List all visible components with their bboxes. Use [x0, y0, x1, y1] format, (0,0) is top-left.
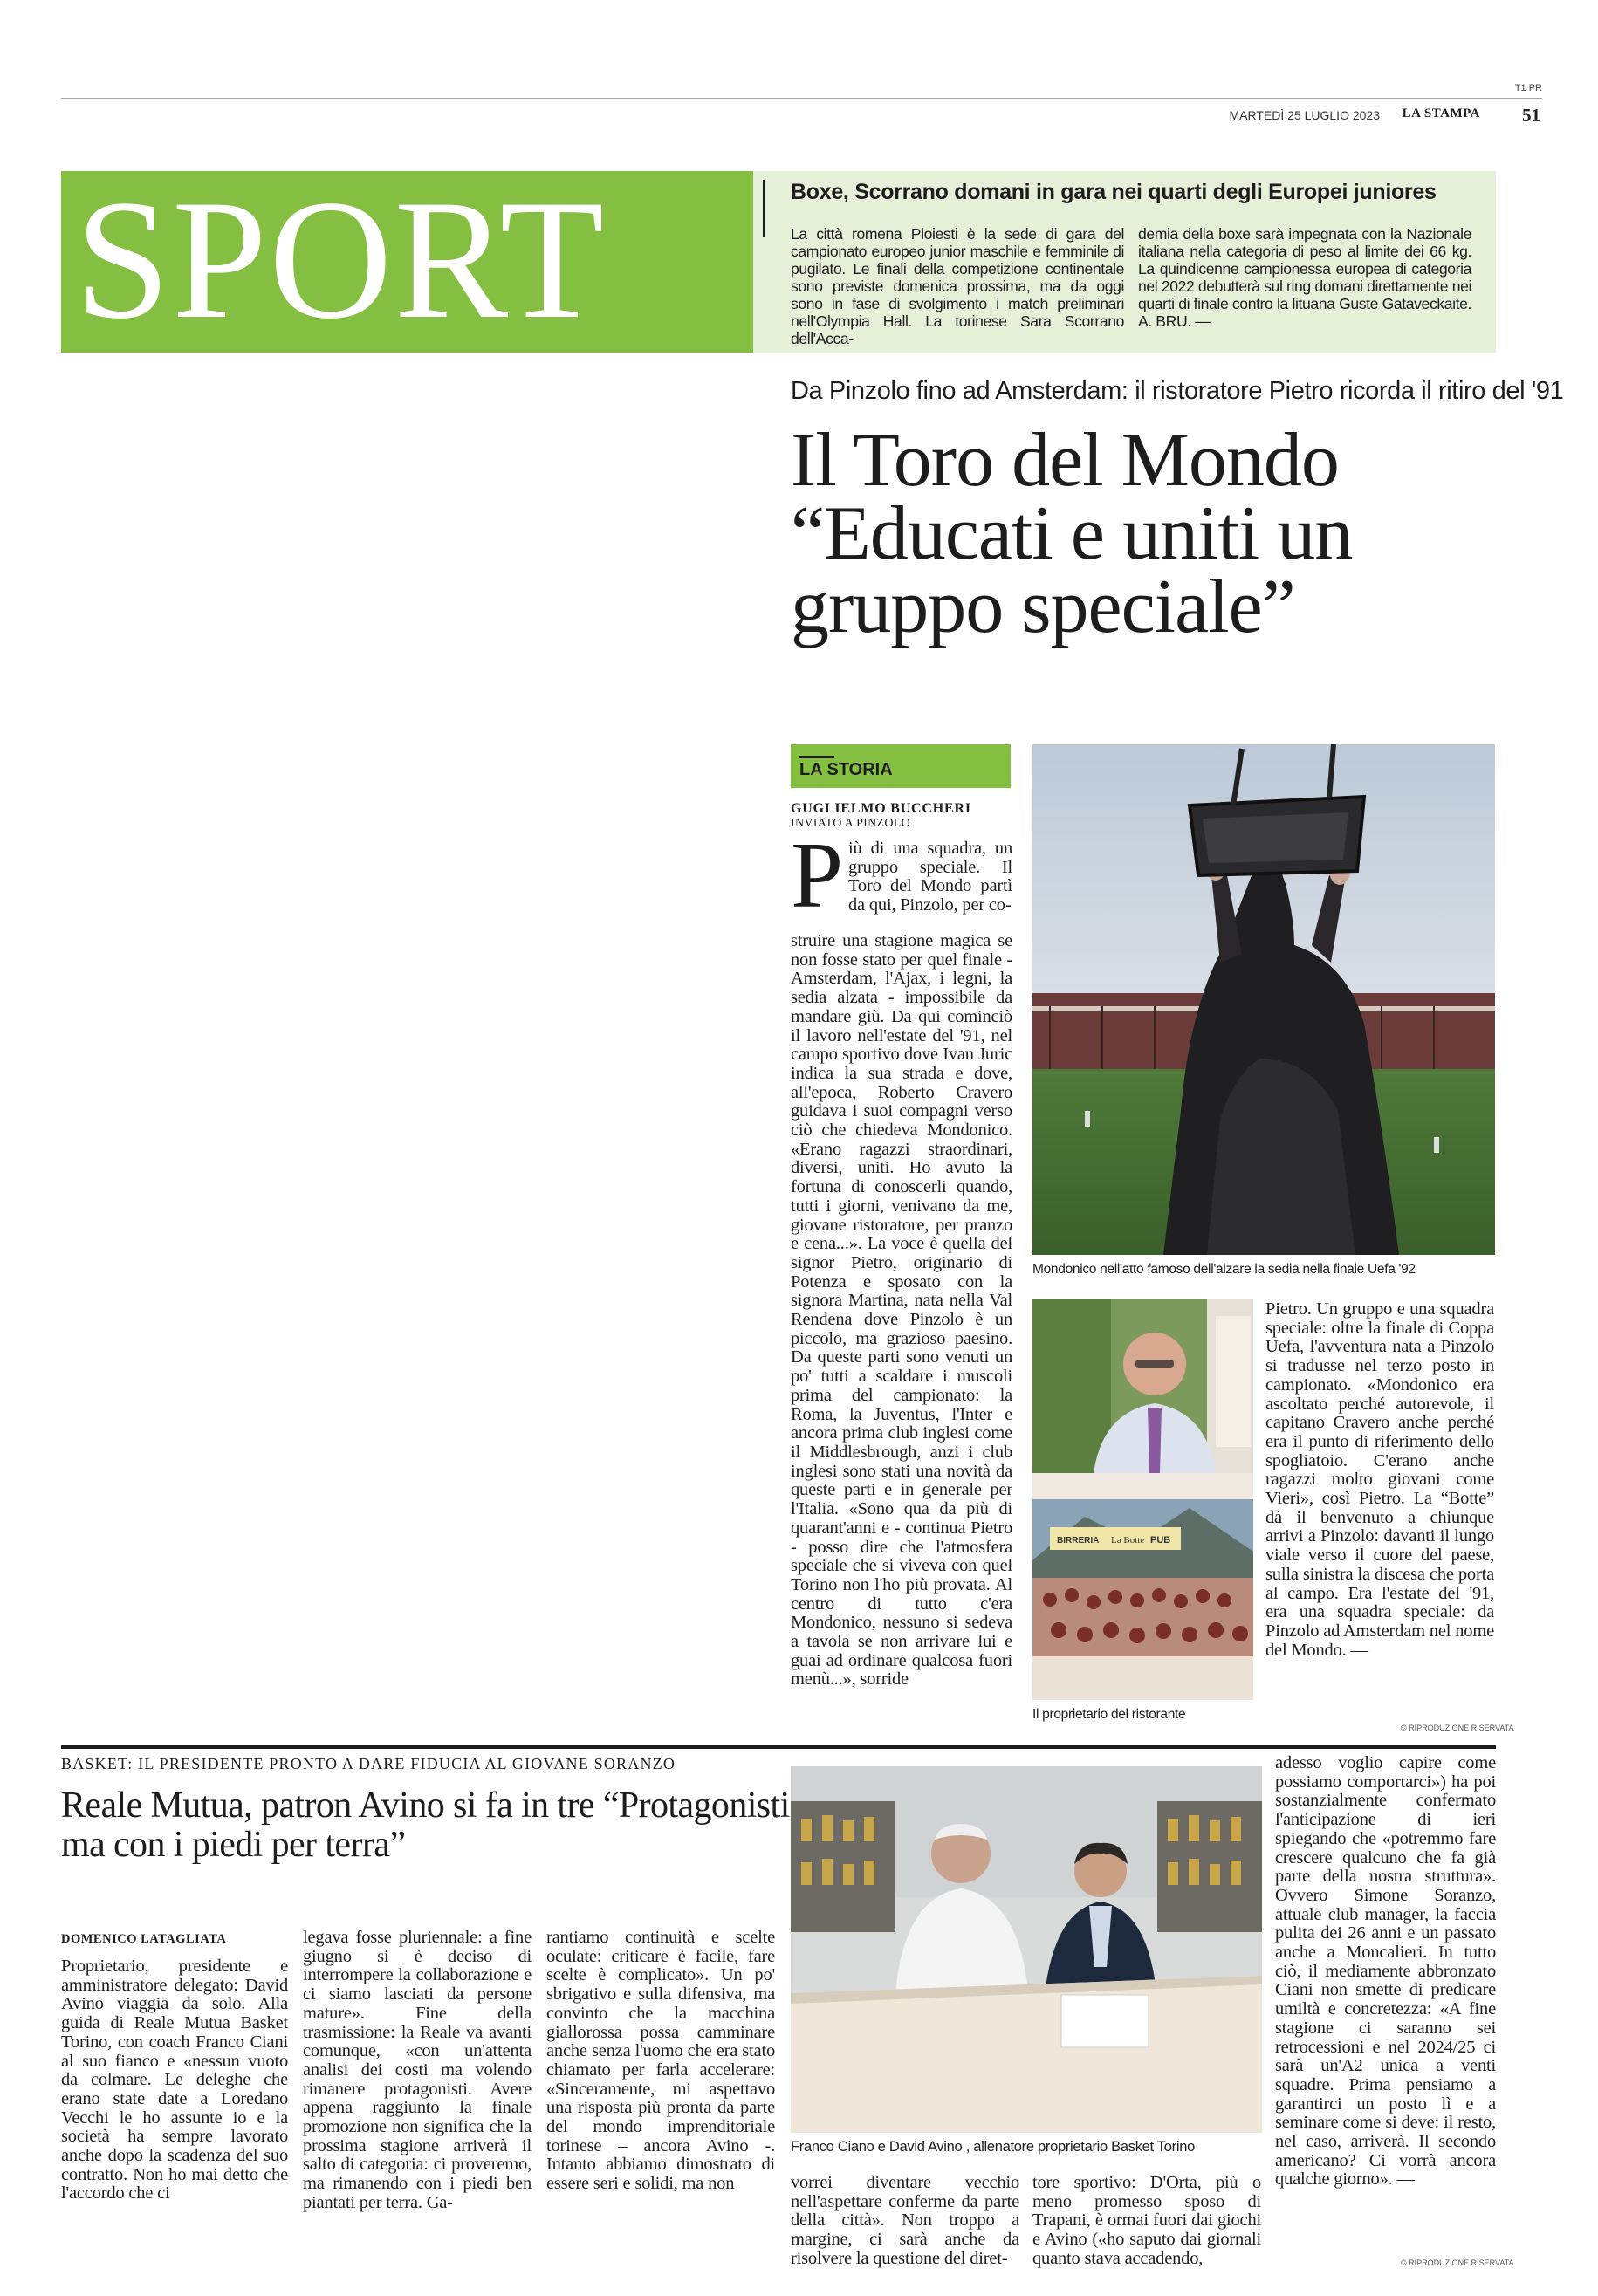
pub-sign-text-3: PUB: [1150, 1535, 1171, 1546]
page-number: 51: [1522, 105, 1540, 126]
article-body-column-2: Pietro. Un gruppo e una squadra speciale: oltre la finale di Coppa Uefa, l'avventura nata a Pinzolo si tradusse nel terzo posto in campionato. «Mondonico era ascoltato perché autorevole, il capitano Cravero anche perché era il punto di riferimento dello spogliatoio. C'erano anche ragazzi molto giovani come Vieri», così Pietro. La “Botte” dà il benvenuto a chiunque arrivi a Pinzolo: davanti il lungo viale verso il cuore del paese, sulla sinistra la discesa che porta al campo. Era l'estate del '91, era una squadra speciale: da Pinzolo ad Amsterdam nel nome del Mondo. —: [1265, 1299, 1494, 1660]
newspaper-brand: LA STAMPA: [1402, 106, 1480, 120]
article-headline: Il Toro del Mondo “Educati e uniti un gruppo speciale”: [791, 418, 1353, 649]
story-tag-dash: [799, 756, 834, 758]
photo-chair-raised: [1032, 744, 1495, 1255]
section-title: SPORT: [75, 165, 607, 354]
basket-body-column-4: vorrei diventare vecchio nell'aspettare conferme da parte della città». Non troppo a margine, ci sarà anche da risolvere la questione del diret-: [791, 2173, 1019, 2268]
photo-basket-owners: [791, 1766, 1262, 2133]
basket-kicker: BASKET: IL PRESIDENTE PRONTO A DARE FIDUCIA AL GIOVANE SORANZO: [61, 1755, 676, 1772]
brief-accent-bar: [763, 180, 765, 237]
basket-body-column-5: tore sportivo: D'Orta, più o meno promesso sposo di Trapani, è ormai fuori dai giochi e Avino («ho saputo dai giornali quanto stava accadendo,: [1032, 2173, 1261, 2268]
drop-cap: P: [791, 824, 844, 928]
basket-headline: Reale Mutua, patron Avino si fa in tre “Protagonisti ma con i piedi per terra”: [61, 1785, 790, 1865]
pub-sign-text-2: La Botte: [1111, 1535, 1145, 1546]
article-author-place: INVIATO A PINZOLO: [791, 817, 911, 830]
basket-body-column-3: rantiamo continuità e scelte oculate: criticare è facile, fare scelte è complicato». Un po' sbrigativo e sulla difensiva, ma convinto che la macchina giallorossa possa camminare anche senza l'uomo che era stato chiamato per farla accelerare: «Sinceramente, mi aspettavo una risposta più pronta da parte del mondo imprenditoriale torinese – ancora Avino -. Intanto abbiamo dimostrato di essere seri e solidi, ma non: [546, 1928, 775, 2194]
basket-body-column-6: adesso voglio capire come possiamo comportarci») ha poi sostanzialmente confermato l'anticipazione di ieri spiegando che «potremmo fare crescere qualcuno che fa già parte della nostra struttura». Ovvero Simone Soranzo, attuale club manager, la faccia pulita dei 26 anni e un passato anche a Moncalieri. In tutto ciò, il mediamente abbronzato Ciani non smette di predicare umiltà e concretezza: «A fine stagione ci saranno sei retrocessioni e nel 2024/25 ci sarà un'A2 unica a venti squadre. Prima pensiamo a garantirci un posto lì e a seminare come si deve: il resto, nel caso, arriverà. Il secondo americano? Ci vorrà ancora qualche giorno». —: [1275, 1753, 1496, 2190]
photo-caption-basket: Franco Ciano e David Avino , allenatore proprietario Basket Torino: [791, 2139, 1195, 2155]
basket-body-column-1: Proprietario, presidente e amministratore delegato: David Avino viaggia da solo. Alla guida di Reale Mutua Basket Torino, con coach Franco Ciani al suo fianco e «nessun vuoto da colmare. Le deleghe che erano state date a Loredano Vecchi le ho assunte io e la società ha sempre lavorato anche dopo la scadenza del suo contratto. Non ho mai detto che l'accordo che ci: [61, 1957, 288, 2203]
pub-sign-text: BIRRERIA: [1057, 1536, 1100, 1546]
article-body-intro: iù di una squadra, un gruppo speciale. Il Toro del Mondo partì da qui, Pinzolo, per co-: [848, 839, 1012, 915]
brief-title: Boxe, Scorrano domani in gara nei quarti degli Europei juniores: [791, 180, 1437, 204]
article-author: GUGLIELMO BUCCHERI: [791, 801, 971, 816]
copyright-notice: © RIPRODUZIONE RISERVATA: [1401, 1724, 1514, 1732]
photo-restaurant-owner: [1032, 1299, 1253, 1700]
article-body-column-1: struire una stagione magica se non fosse stato per quel finale - Amsterdam, l'Ajax, i legni, la sedia alzata - impossibile da mandare giù. Da qui cominciò il lavoro nell'estate del '91, nel campo sportivo dove Ivan Juric indica la sua strada e dove, all'epoca, Roberto Cravero guidava i suoi compagni verso ciò che chiedeva Mondonico. «Erano ragazzi straordinari, diversi, uniti. Ho avuto la fortuna di conoscerli quando, tutti i giorni, venivano da me, giovane ristoratore, per pranzo e cena...». La voce è quella del signor Pietro, originario di Potenza e sposato con la signora Martina, nata nella Val Rendena dove Pinzolo è un piccolo, ma grazioso paesino. Da queste parti sono venuti un po' tutti a scaldare i muscoli prima del campionato: la Roma, la Juventus, l'Inter e ancora prima club inglesi come il Middlesbrough, anzi i club inglesi sono stati una novità da queste parti e in generale per l'Italia. «Sono qua da più di quarant'anni e - continua Pietro - posso dire che l'atmosfera speciale che si viveva con quel Torino non l'ho più provata. Al centro di tutto c'era Mondonico, nessuno si sedeva a tavola se non arrivare lui e guai ad ordinare qualcosa fuori menù...», sorride: [791, 931, 1012, 1689]
header-rule: [61, 98, 1542, 99]
section-divider: [61, 1745, 1496, 1749]
photo-caption-owner: Il proprietario del ristorante: [1032, 1707, 1186, 1722]
basket-author: DOMENICO LATAGLIATA: [61, 1932, 227, 1946]
copyright-notice-basket: © RIPRODUZIONE RISERVATA: [1401, 2258, 1514, 2267]
edition-code: T1 PR: [1514, 83, 1542, 93]
story-tag-label: LA STORIA: [799, 760, 893, 779]
basket-body-column-2: legava fosse pluriennale: a fine giugno si è deciso di interrompere la collaborazione e ci siamo lasciati da persone mature». Fine della trasmissione: la Reale va avanti comunque, «con un'attenta analisi dei costi ma volendo rimanere protagonisti. Avere appena raggiunto la finale promozione non significa che la prossima stagione arriverà il salto di categoria: ci proveremo, ma rimanendo con i piedi ben piantati per terra. Ga-: [303, 1928, 532, 2212]
brief-text-column-1: La città romena Ploiesti è la sede di gara del campionato europeo junior maschile e femminile di pugilato. Le finali della competizione continentale sono previste domenica prossima, ma da oggi sono in fase di svolgimento i match preliminari nell'Olympia Hall. La torinese Sara Scorrano dell'Acca-: [791, 225, 1124, 347]
brief-text-column-2: demia della boxe sarà impegnata con la Nazionale italiana nella categoria di peso al limite dei 66 kg. La quindicenne campionessa europea di categoria nel 2022 debutterà sul ring domani direttamente nei quarti di finale contro la lituana Guste Gataveckaite. A. BRU. —: [1138, 225, 1471, 330]
issue-date: MARTEDÌ 25 LUGLIO 2023: [1229, 108, 1380, 122]
photo-caption-chair: Mondonico nell'atto famoso dell'alzare la sedia nella finale Uefa '92: [1032, 1262, 1416, 1277]
article-kicker: Da Pinzolo fino ad Amsterdam: il ristoratore Pietro ricorda il ritiro del '91: [791, 377, 1564, 405]
